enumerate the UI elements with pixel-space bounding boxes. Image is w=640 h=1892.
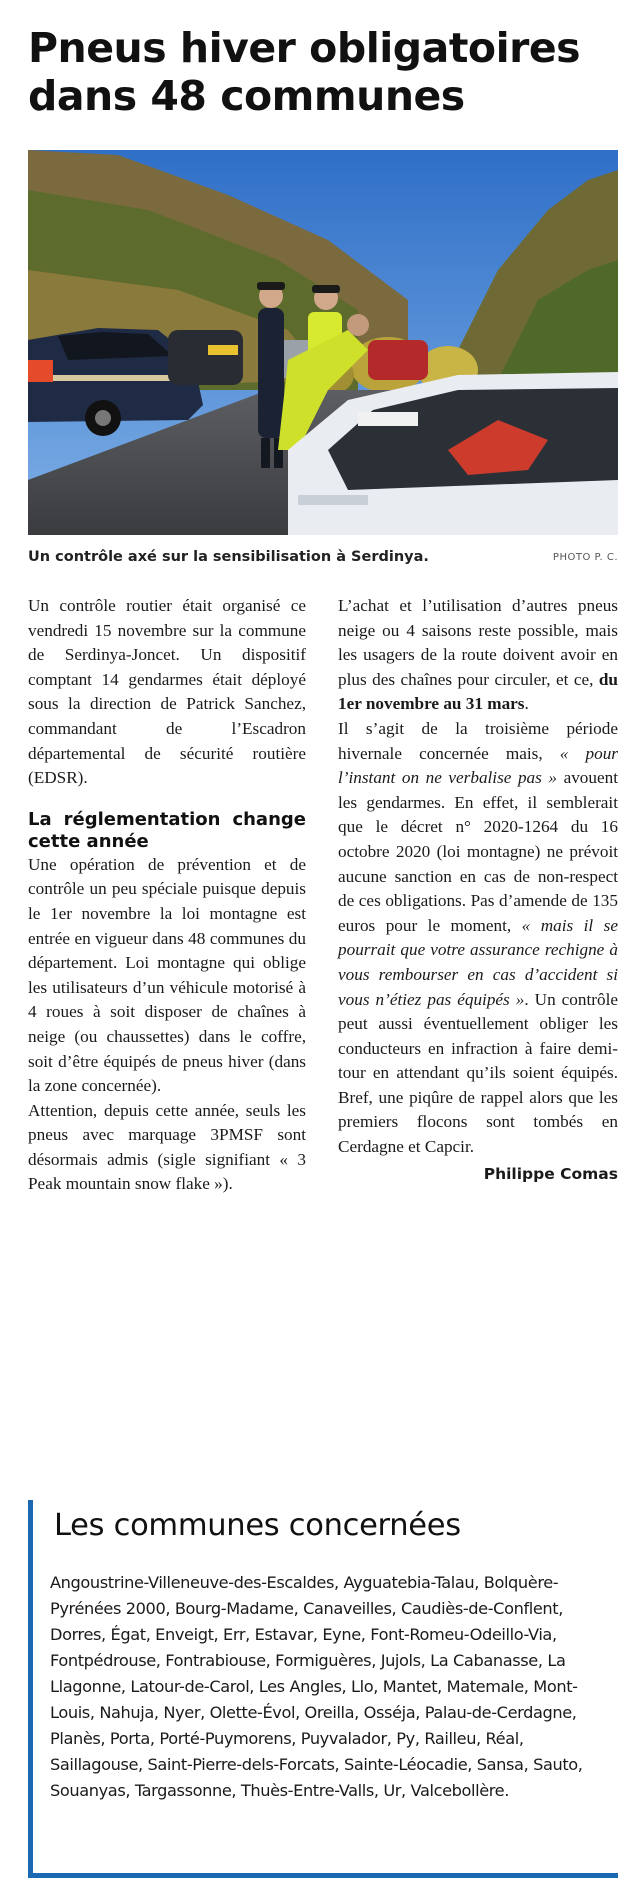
roadside-checkpoint-illustration — [28, 150, 618, 535]
box-bottom-rule — [28, 1873, 618, 1878]
quote: « pour l’instant on ne verbalise pas » — [338, 743, 618, 788]
photo-caption: Un contrôle axé sur la sensibilisation à Serdinya. — [28, 549, 429, 565]
article-paragraph — [338, 594, 618, 717]
paragraph-text: L’achat et l’utilisation d’autres pneus neige ou 4 saisons reste possible, mais les usagers de la route doivent avoir en plus des chaînes pour circuler, et ce, — [338, 596, 618, 689]
article-column-left — [28, 594, 306, 1197]
paragraph-text: Il s’agit de la troisième période hivernale concernée mais, — [338, 718, 618, 763]
article-paragraph — [338, 717, 618, 1160]
paragraph-end: . — [524, 694, 529, 714]
photo-credit: PHOTO P. C. — [552, 552, 618, 563]
article-photo — [28, 150, 618, 535]
box-left-rule — [28, 1500, 33, 1878]
article-paragraph: Attention, depuis cette année, seuls les pneus avec marquage 3PMSF sont désormais admis (sigle signifiant « 3 Peak mountain snow flake »). — [28, 1100, 306, 1194]
article-author: Philippe Comas — [483, 1164, 618, 1183]
communes-box — [28, 1500, 618, 1878]
article-headline: Pneus hiver obligatoires dans 48 communes — [28, 24, 581, 120]
paragraph-text: . Un contrôle peut aussi éventuellement obliger les conducteurs en infraction à faire demi-tour en attendant qu’ils soient équipés. Bref, une piqûre de rappel alors que les premiers flocons sont tombés en Cerdagne et Capcir. — [338, 989, 618, 1157]
article-column-right — [338, 594, 618, 1186]
article-subheading: La réglementation change cette année — [28, 808, 306, 852]
date-range-emphasis: du 1er novembre au 31 mars — [338, 669, 618, 714]
article-paragraph: Un contrôle routier était organisé ce vendredi 15 novembre sur la commune de Serdinya-Joncet. Un dispositif comptant 14 gendarmes était déployé sous la direction de Patrick Sanchez, commandant de l’Escadron départemental de sécurité routière (EDSR). — [28, 596, 306, 788]
photo-caption-row — [28, 549, 618, 571]
communes-list: Angoustrine-Villeneuve-des-Escaldes, Ayguatebia-Talau, Bolquère-Pyrénées 2000, Bourg-Madame, Canaveilles, Caudiès-de-Conflent, Dorres, Égat, Enveigt, Err, Estavar, Eyne, Font-Romeu-Odeillo-Via, Fontpédrouse, Fontrabiouse, Formiguères, Jujols, La Cabanasse, La Llagonne, Latour-de-Carol, Les Angles, Llo, Mantet, Matemale, Mont-Louis, Nahuja, Nyer, Olette-Évol, Oreilla, Osséja, Palau-de-Cerdagne, Planès, Porta, Porté-Puymorens, Puyvalador, Py, Railleu, Réal, Saillagouse, Saint-Pierre-dels-Forcats, Sainte-Léocadie, Sansa, Sauto, Souanyas, Targassonne, Thuès-Entre-Valls, Ur, Valcebollère. — [50, 1573, 583, 1800]
quote: « mais il se pourrait que votre assurance rechigne à vous rembourser en cas d’accident si vous n’étiez pas équipés » — [338, 915, 619, 1009]
article-paragraph: Une opération de prévention et de contrôle un peu spéciale puisque depuis le 1er novembre la loi montagne est entrée en vigueur dans 48 communes du département. Loi montagne qui oblige les utilisateurs d’un véhicule motorisé à 4 roues à soit disposer de chaînes à neige (ou chaussettes) dans le coffre, soit d’être équipés de pneus hiver (dans la zone concernée). — [28, 854, 306, 1096]
paragraph-text: avouent les gendarmes. En effet, il semblerait que le décret n° 2020-1264 du 16 octobre 2020 (loi montagne) ne prévoit aucune sanction en cas de non-respect de ces obligations. Pas d’amende de 135 euros pour le moment, — [338, 768, 618, 935]
communes-box-title: Les communes concernées — [54, 1508, 461, 1543]
